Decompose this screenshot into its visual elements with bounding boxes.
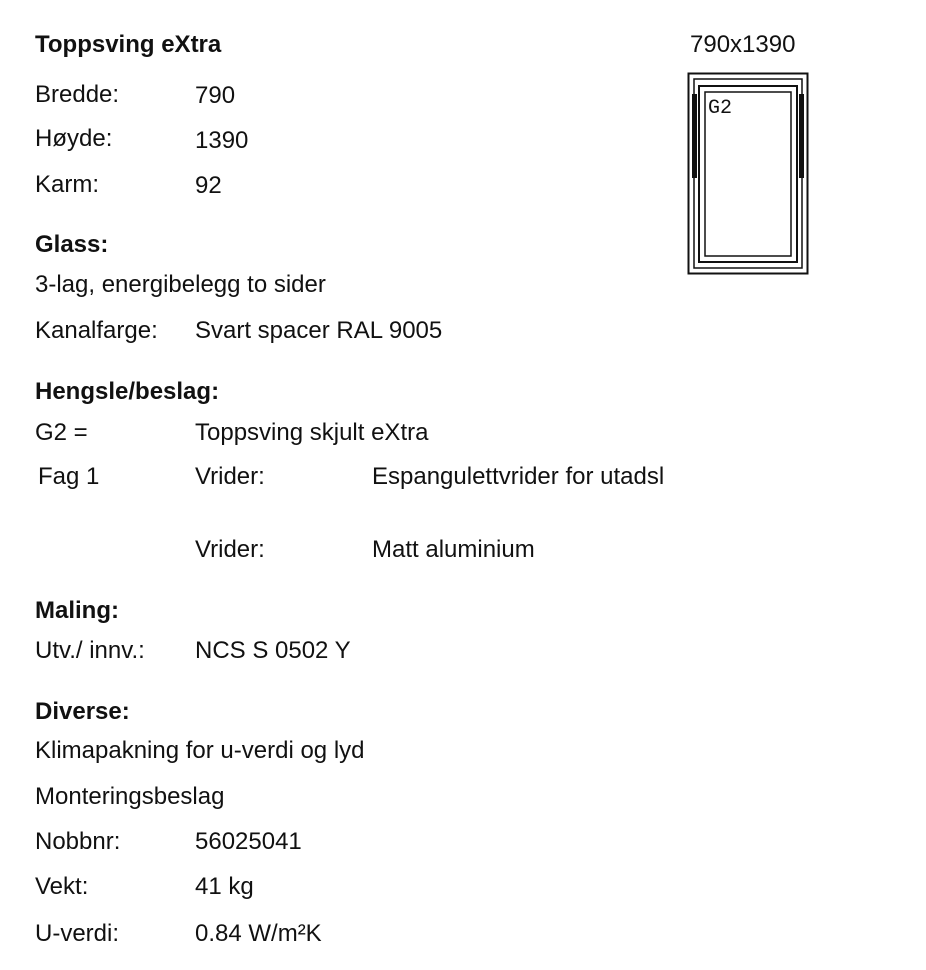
- handle-label-1: Vrider:: [195, 463, 265, 490]
- width-value: 790: [195, 82, 236, 109]
- hinge-bar-right: [799, 94, 804, 178]
- height-label: Høyde:: [35, 125, 113, 152]
- uvalue-label: U-verdi:: [35, 920, 120, 947]
- nobb-label: Nobbnr:: [35, 828, 121, 855]
- height-value: 1390: [195, 127, 249, 154]
- weight-value: 41 kg: [195, 873, 254, 900]
- hinge-code-value: Toppsving skjult eXtra: [195, 419, 429, 446]
- sash-code-label: G2: [708, 97, 733, 120]
- handle-label-2: Vrider:: [195, 536, 265, 563]
- paint-heading: Maling:: [35, 597, 119, 624]
- frame-value: 92: [195, 172, 222, 199]
- nobb-value: 56025041: [195, 828, 302, 855]
- sash-label: Fag 1: [38, 463, 100, 490]
- hinges-heading: Hengsle/beslag:: [35, 378, 220, 405]
- weight-label: Vekt:: [35, 873, 89, 900]
- uvalue-value: 0.84 W/m²K: [195, 920, 322, 947]
- hinge-code-label: G2 =: [35, 419, 88, 446]
- width-label: Bredde:: [35, 81, 120, 108]
- frame-label: Karm:: [35, 171, 100, 198]
- window-outer-frame: [689, 74, 808, 274]
- window-diagram: [687, 72, 809, 276]
- misc-heading: Diverse:: [35, 698, 130, 725]
- glass-heading: Glass:: [35, 231, 109, 258]
- misc-item-1: Klimapakning for u-verdi og lyd: [35, 737, 365, 764]
- handle-value-1: Espangulettvrider for utadsl: [372, 463, 665, 490]
- spacer-label: Kanalfarge:: [35, 317, 158, 344]
- hinge-bar-left: [692, 94, 697, 178]
- size-label: 790x1390: [690, 31, 796, 58]
- paint-label: Utv./ innv.:: [35, 637, 145, 664]
- misc-item-2: Monteringsbeslag: [35, 783, 225, 810]
- glass-description: 3-lag, energibelegg to sider: [35, 271, 326, 298]
- product-title: Toppsving eXtra: [35, 31, 222, 58]
- spacer-value: Svart spacer RAL 9005: [195, 317, 443, 344]
- handle-value-2: Matt aluminium: [372, 536, 535, 563]
- paint-value: NCS S 0502 Y: [195, 637, 351, 664]
